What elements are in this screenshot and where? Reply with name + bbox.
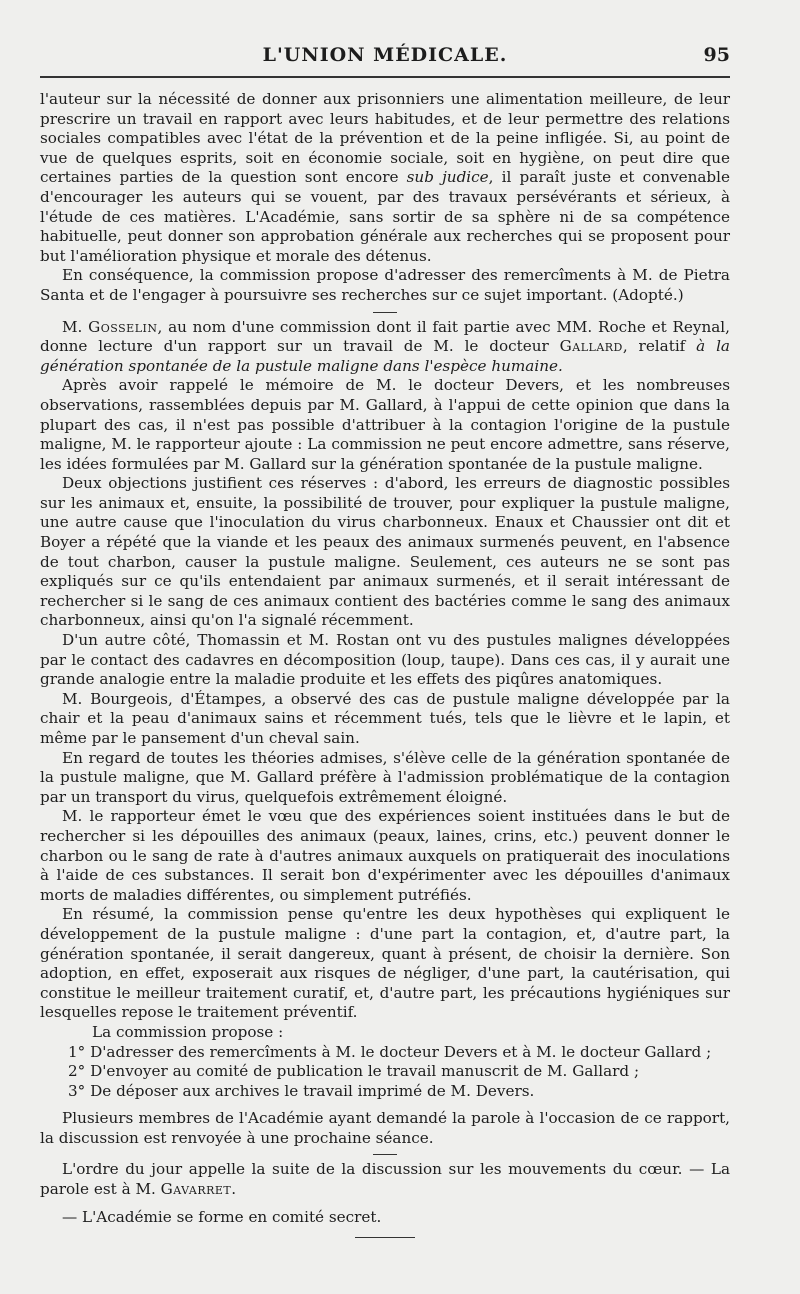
proposal-item: 1° D'adresser des remercîments à M. le docteur Devers et à M. le docteur Gallard ; [68,1042,712,1061]
paragraph-gosselin-report: M. Gosselin, au nom d'une commission dont il fait partie avec MM. Roche et Reynal, donne lecture d'un rapport sur un travail de M. le docteur Gallard, relatif à la génération spontanée de la pustule maligne dans l'espèce humaine. [40,317,730,375]
paragraph-objections: Deux objections justifient ces réserves : d'abord, les erreurs de diagnostic possibles sur les animaux et, ensuite, la possibilité de trouver, pour expliquer la pustule maligne, une autre cause que l'inoculation du virus charbonneux. Enaux et Chaussier ont dit et Boyer a répété que la viande et les peaux des animaux surmenés peuvent, en l'absence de tout charbon, causer la pustule maligne. Seulement, ces auteurs ne se sont pas expliqués sur ce qu'ils entendaient par animaux surmenés, et il serait intéressant de rechercher si le sang de ces animaux contient des bactéries comme le sang des animaux charbonneux, ainsi qu'on l'a signalé récemment. [40,474,730,630]
speaker-name: Gavarret [160,1180,232,1199]
spacer [40,1101,730,1109]
section-separator [373,1154,397,1155]
paragraph-prison-report: l'auteur sur la nécessité de donner aux prisonniers une alimentation meilleure, de leur prescrire un travail en rapport avec leurs habitudes, et de leur permettre des relations sociales compatibles avec l'état de la prévention et de la peine infligée. Si, au point de vue de quelques esprits, soit en économie sociale, soit en hygiène, on peut dire que certaines parties de la question sont encore sub judice, il paraît juste et convenable d'encourager les auteurs qui se vouent, par des travaux persévérants et sérieux, à l'étude de ces matières. L'Académie, sans sortir de sa sphère ni de sa compétence habituelle, peut donner son approbation générale aux recherches qui se proposent pour but l'amélioration physique et morale des détenus. [40,90,731,265]
paragraph-summary: En résumé, la commission pense qu'entre les deux hypothèses qui expliquent le développement de la pustule maligne : d'une part la contagion, et, d'autre part, la génération spontanée, il serait dangereux, quant à présent, de choisir la dernière. Son adoption, en effet, exposerait aux risques de négliger, d'une part, la cautérisation, qui constitue le meilleur traitement curatif, et, d'autre part, les précautions hygiéniques sur lesquelles repose le traitement préventif. [40,905,730,1022]
italic-phrase: sub judice [406,168,489,187]
section-separator [373,312,397,313]
paragraph-secret-committee: — L'Académie se forme en comité secret. [62,1207,382,1226]
end-rule [355,1237,415,1238]
author-name: Gallard [559,337,623,356]
paragraph-experiments: M. le rapporteur émet le vœu que des expériences soient instituées dans le but de rechercher si les dépouilles des animaux (peaux, laines, crins, etc.) peuvent donner le charbon ou le sang de rate à d'autres animaux auxquels on pratiquerait des inoculations à l'aide de ces substances. Il serait bon d'expérimenter avec les dépouilles d'animaux morts de maladies différentes, ou simplement putréfiés. [40,807,730,904]
proposal-item: 2° D'envoyer au comité de publication le travail manuscrit de M. Gallard ; [68,1062,640,1081]
paragraph-theories: En regard de toutes les théories admises, s'élève celle de la génération spontanée de la pustule maligne, que M. Gallard préfère à l'admission problématique de la contagion par un transport du virus, quelquefois extrêmement éloigné. [40,748,730,806]
running-head [40,44,730,72]
text-column [40,90,730,1238]
paragraph-conclusion: En conséquence, la commission propose d'adresser des remercîments à M. de Pietra Santa et de l'engager à poursuivre ses recherches sur ce sujet important. (Adopté.) [40,266,730,304]
proposal-intro: La commission propose : [92,1022,284,1041]
paragraph-thomassin: D'un autre côté, Thomassin et M. Rostan ont vu des pustules malignes développées par le contact des cadavres en décomposition (loup, taupe). Dans ces cas, il y aurait une grande analogie entre la maladie produite et les effets des piqûres anatomiques. [40,631,730,689]
header-rule [40,76,730,78]
proposal-item: 3° De déposer aux archives le travail imprimé de M. Devers. [68,1081,535,1100]
author-name: Gosselin [88,317,158,336]
running-title: L'UNION MÉDICALE. [262,44,508,66]
paragraph-discussion: Plusieurs membres de l'Académie ayant demandé la parole à l'occasion de ce rapport, la discussion est renvoyée à une prochaine séance. [40,1109,730,1147]
paragraph-agenda: L'ordre du jour appelle la suite de la discussion sur les mouvements du cœur. — La parole est à M. Gavarret. [40,1160,730,1199]
paragraph-bourgeois: M. Bourgeois, d'Étampes, a observé des cas de pustule maligne développée par la chair et la peau d'animaux sains et récemment tués, tels que le lièvre et le lapin, et même par le pansement d'un cheval sain. [40,689,730,747]
report-title: à la génération spontanée de la pustule maligne dans l'espèce humaine. [40,337,730,375]
page-number: 95 [703,44,730,66]
spacer [40,1200,730,1208]
paragraph-devers: Après avoir rappelé le mémoire de M. le docteur Devers, et les nombreuses observations, rassemblées depuis par M. Gallard, à l'appui de cette opinion que dans la plupart des cas, il n'est pas possible d'attribuer à la contagion l'origine de la pustule maligne, M. le rapporteur ajoute : La commission ne peut encore admettre, sans réserve, les idées formulées par M. Gallard sur la génération spontanée de la pustule maligne. [40,376,730,473]
